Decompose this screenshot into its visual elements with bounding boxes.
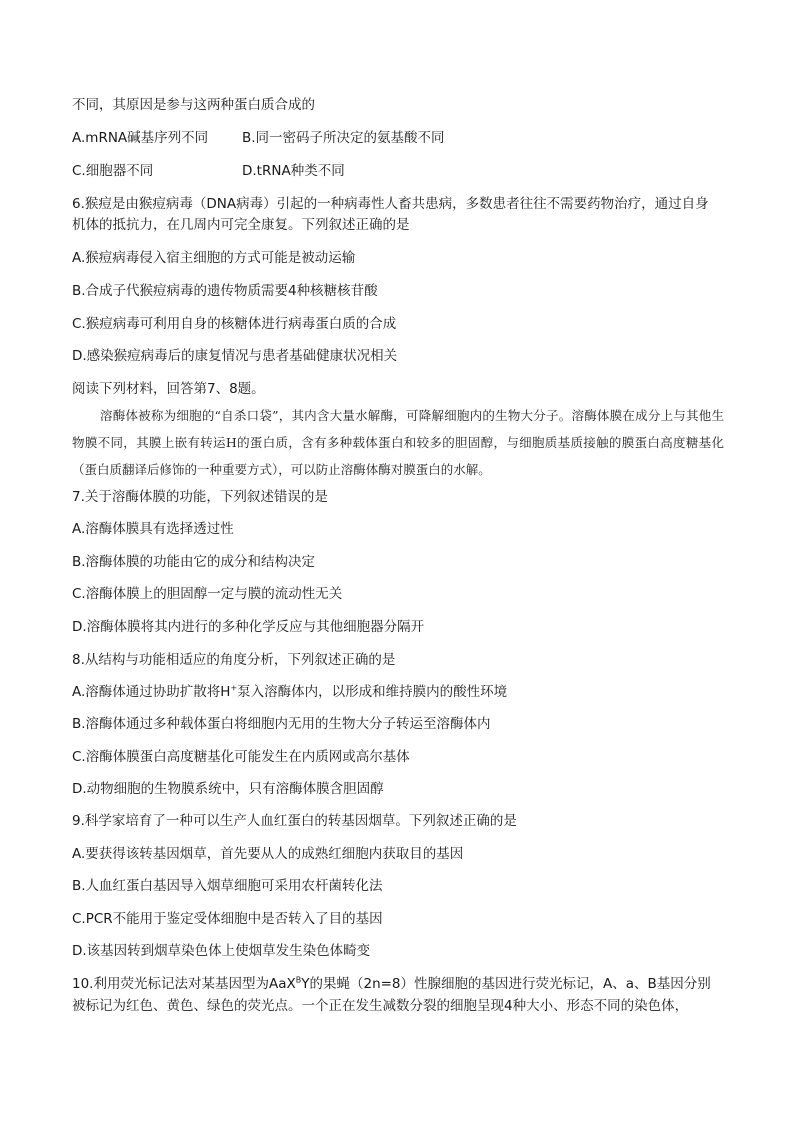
q9-option-c: C.PCR不能用于鉴定受体细胞中是否转入了目的基因	[72, 911, 383, 927]
q7-option-a: A.溶酶体膜具有选择透过性	[72, 521, 234, 537]
q8-option-b: B.溶酶体通过多种载体蛋白将细胞内无用的生物大分子转运至溶酶体内	[72, 716, 491, 732]
q10-stem-line-2: 被标记为红色、黄色、绿色的荧光点。一个正在发生减数分裂的细胞呈现4种大小、形态不同的染色体，	[72, 998, 689, 1014]
q8-option-a-superscript: +	[230, 683, 238, 693]
reading-instruction: 阅读下列材料，回答第7、8题。	[72, 381, 265, 397]
q9-stem: 9.科学家培育了一种可以生产人血红蛋白的转基因烟草。下列叙述正确的是	[72, 813, 517, 829]
q10-superscript: B	[295, 975, 302, 985]
q5-option-b: B.同一密码子所决定的氨基酸不同	[242, 130, 445, 146]
q9-option-a: A.要获得该转基因烟草，首先要从人的成熟红细胞内获取目的基因	[72, 846, 464, 862]
q8-stem: 8.从结构与功能相适应的角度分析，下列叙述正确的是	[72, 652, 396, 668]
q8-option-a	[72, 683, 722, 701]
q5-option-a: A.mRNA碱基序列不同	[72, 130, 209, 146]
q6-option-a: A.猴痘病毒侵入宿主细胞的方式可能是被动运输	[72, 250, 356, 266]
q9-option-d: D.该基因转到烟草染色体上使烟草发生染色体畸变	[72, 943, 371, 959]
q8-option-a-text-2: 泵入溶酶体内，以形成和维持膜内的酸性环境	[237, 684, 508, 700]
q5-options-row-1	[72, 129, 722, 147]
q7-option-c: C.溶酶体膜上的胆固醇一定与膜的流动性无关	[72, 586, 343, 602]
q6-option-d: D.感染猴痘病毒后的康复情况与患者基础健康状况相关	[72, 348, 398, 364]
q6-option-b: B.合成子代猴痘病毒的遗传物质需要4种核糖核苷酸	[72, 283, 378, 299]
q6-stem-line-2: 机体的抵抗力，在几周内可完全康复。下列叙述正确的是	[72, 217, 410, 233]
q8-option-c: C.溶酶体膜蛋白高度糖基化可能发生在内质网或高尔基体	[72, 749, 410, 765]
q7-option-b: B.溶酶体膜的功能由它的成分和结构决定	[72, 554, 316, 570]
q10-stem-text-2: Y的果蝇（2n=8）性腺细胞的基因进行荧光标记，A、a、B基因分别	[301, 976, 711, 992]
reading-passage: 溶酶体被称为细胞的“自杀口袋”，其内含大量水解酶，可降解细胞内的生物大分子。溶酶体膜在成分上与其他生物膜不同，其膜上嵌有转运H的蛋白质，含有多种载体蛋白和较多的胆固醇，与细胞质基质接触的膜蛋白高度糖基化（蛋白质翻译后修饰的一种重要方式），可以防止溶酶体酶对膜蛋白的水解。	[72, 408, 724, 477]
q8-option-a-text-1: A.溶酶体通过协助扩散将H	[72, 684, 231, 700]
q5-option-d: D.tRNA种类不同	[242, 163, 345, 179]
q6-stem-line-1: 6.猴痘是由猴痘病毒（DNA病毒）引起的一种病毒性人畜共患病，多数患者往往不需要药物治疗，通过自身	[72, 196, 709, 212]
q7-option-d: D.溶酶体膜将其内进行的多种化学反应与其他细胞器分隔开	[72, 619, 425, 635]
q10-stem-text-1: 10.利用荧光标记法对某基因型为AaX	[72, 976, 296, 992]
q6-option-c: C.猴痘病毒可利用自身的核糖体进行病毒蛋白质的合成	[72, 316, 397, 332]
q10-stem-line-1	[72, 975, 722, 993]
q5-stem-continuation: 不同，其原因是参与这两种蛋白质合成的	[72, 97, 315, 113]
q7-stem: 7.关于溶酶体膜的功能，下列叙述错误的是	[72, 489, 328, 505]
q9-option-b: B.人血红蛋白基因导入烟草细胞可采用农杆菌转化法	[72, 878, 383, 894]
q5-option-c: C.细胞器不同	[72, 163, 154, 179]
q8-option-d: D.动物细胞的生物膜系统中，只有溶酶体膜含胆固醇	[72, 781, 384, 797]
q5-options-row-2	[72, 162, 722, 180]
